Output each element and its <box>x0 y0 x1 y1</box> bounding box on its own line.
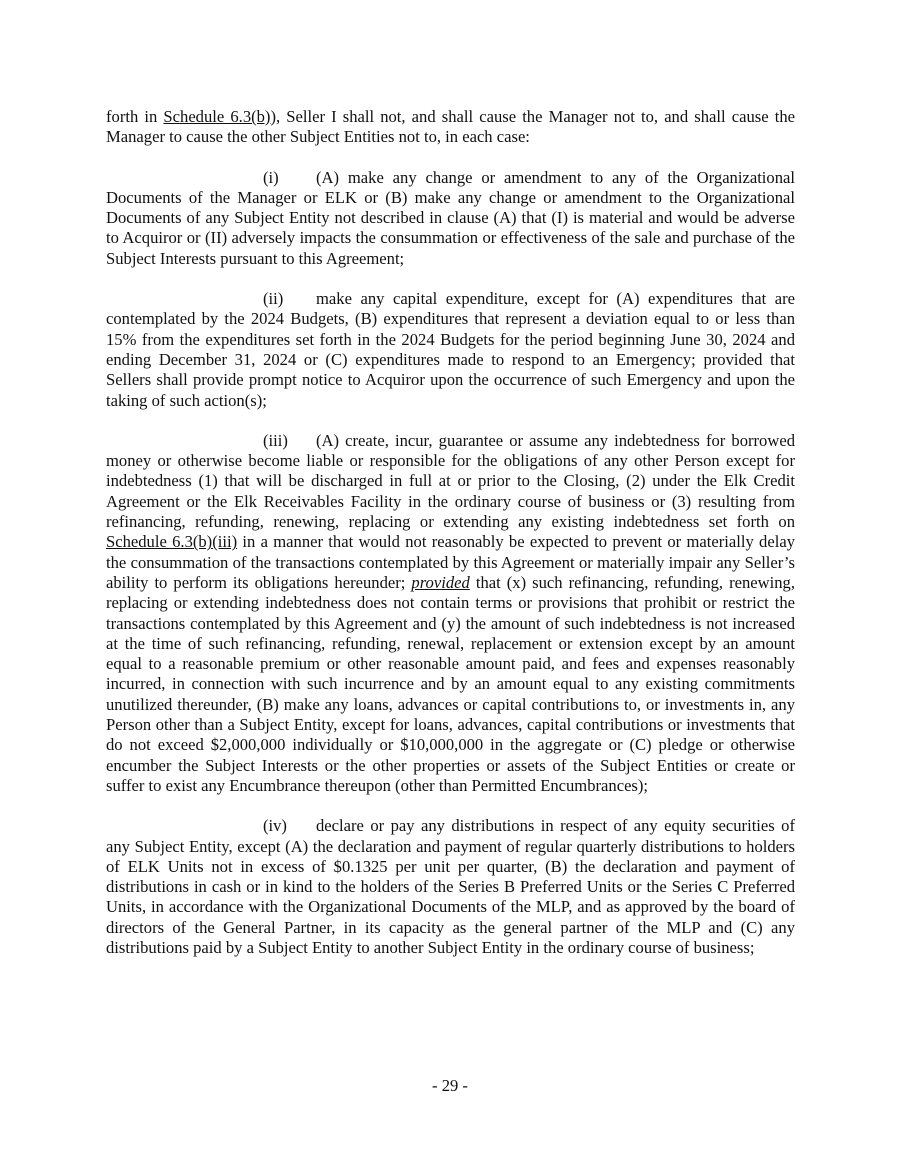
clause-text-part-2: in a manner that would not reasonably be expected to prevent or materially delay the consummation of the transactions contemplated by this Agreement or materially impair any Seller’s ability to perform its obligations hereunder; <box>106 532 795 592</box>
intro-text-start: forth in <box>106 107 164 126</box>
clause-number: (ii) <box>263 289 284 309</box>
clause-text-part-1: (A) create, incur, guarantee or assume any indebtedness for borrowed money or otherwise become liable or responsible for the obligations of any other Person except for indebtedness (1) that will be discharged in full at or prior to the Closing, (2) under the Elk Credit Agreement or the Elk Receivables Facility in the ordinary course of business or (3) resulting from refinancing, refunding, renewing, replacing or extending any existing indebtedness set forth on <box>106 430 795 532</box>
clause-text: make any capital expenditure, except for (A) expenditures that are contemplated by the 2024 Budgets, (B) expenditures that represent a deviation equal to or less than 15% from the expenditures set forth in the 2024 Budgets for the period beginning June 30, 2024 and ending December 31, 2024 or (C) expenditures made to respond to an Emergency; provided that Sellers shall provide prompt notice to Acquiror upon the occurrence of such Emergency and upon the taking of such action(s); <box>106 289 795 410</box>
clause-text-part-3: that (x) such refinancing, refunding, renewing, replacing or extending indebtedness does not contain terms or provisions that prohibit or restrict the transactions contemplated by this Agreement and (y) the amount of such indebtedness is not increased at the time of such refinancing, refunding, renewal, replacement or extension except by an amount equal to a reasonable premium or other reasonable amount paid, and fees and expenses reasonably incurred, in connection with such incurrence and by an amount equal to any existing commitments unutilized thereunder, (B) make any loans, advances or capital contributions to, or investments in, any Person other than a Subject Entity, except for loans, advances, capital contributions or investments that do not exceed $2,000,000 individually or $10,000,000 in the aggregate or (C) pledge or otherwise encumber the Subject Interests or the other properties or assets of the Subject Entities or create or suffer to exist any Encumbrance thereupon (other than Permitted Encumbrances); <box>106 572 795 795</box>
clause-number: (iv) <box>263 816 287 836</box>
clause-i <box>106 168 795 269</box>
clause-text: declare or pay any distributions in respect of any equity securities of any Subject Entity, except (A) the declaration and payment of regular quarterly distributions to holders of ELK Units not in excess of $0.1325 per unit per quarter, (B) the declaration and payment of distributions in cash or in kind to the holders of the Series B Preferred Units or the Series C Preferred Units, in accordance with the Organizational Documents of the MLP, and as approved by the board of directors of the General Partner, in its capacity as the general partner of the MLP and (C) any distributions paid by a Subject Entity to another Subject Entity in the ordinary course of business; <box>106 816 795 957</box>
clause-number: (iii) <box>263 430 288 450</box>
schedule-reference-link[interactable]: Schedule 6.3(b) <box>163 107 271 126</box>
clause-iv <box>106 816 795 958</box>
clause-ii <box>106 289 795 411</box>
clause-text: (A) make any change or amendment to any of the Organizational Documents of the Manager or ELK or (B) make any change or amendment to the Organizational Documents of any Subject Entity not described in clause (A) that (I) is material and would be adverse to Acquiror or (II) adversely impacts the consummation or effectiveness of the sale and purchase of the Subject Interests pursuant to this Agreement; <box>106 167 795 268</box>
intro-paragraph <box>106 107 795 148</box>
provided-term: provided <box>411 572 470 592</box>
page-number: - 29 - <box>432 1076 468 1095</box>
clause-number: (i) <box>263 167 279 187</box>
clause-iii <box>106 431 795 796</box>
intro-text-end: ), Seller I shall not, and shall cause the Manager not to, and shall cause the Manager to cause the other Subject Entities not to, in each case: <box>106 107 795 147</box>
document-body <box>106 107 795 958</box>
schedule-reference-link[interactable]: Schedule 6.3(b)(iii) <box>106 532 238 552</box>
